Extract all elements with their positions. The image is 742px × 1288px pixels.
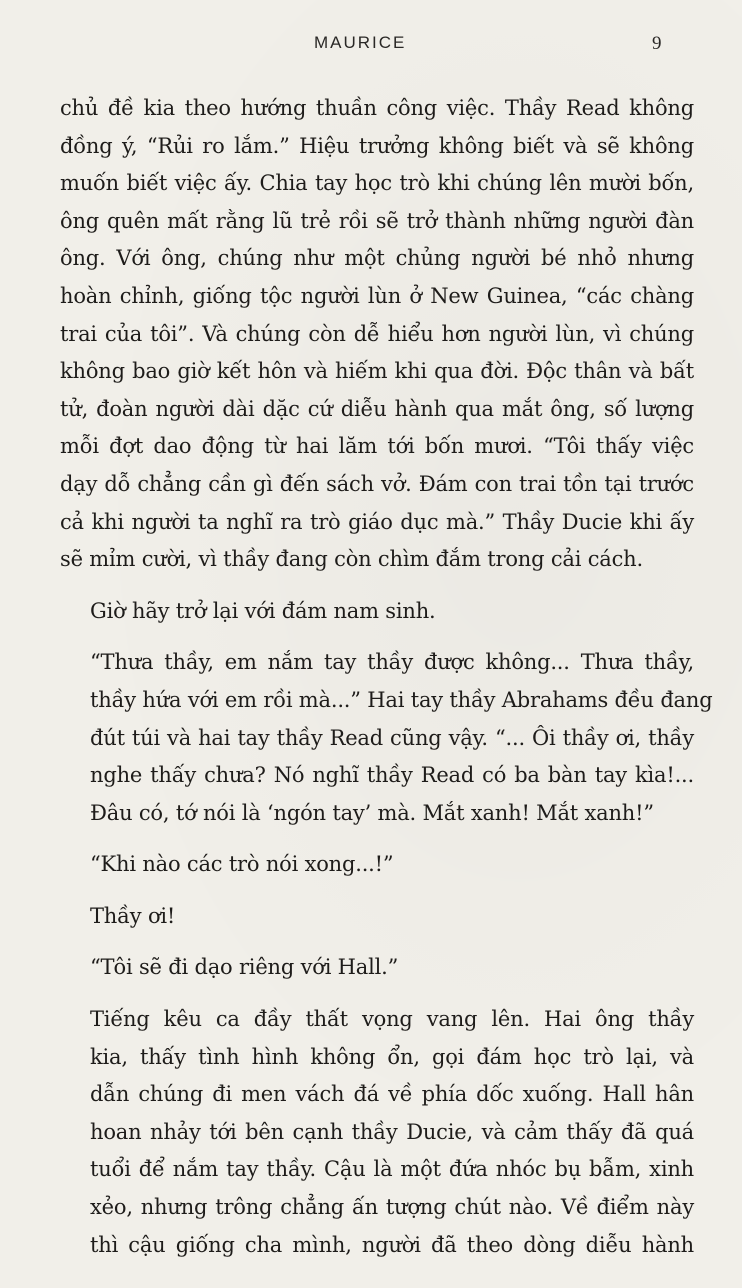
text-line: trai của tôi”. Và chúng còn dễ hiểu hơn người lùn, vì chúng (60, 321, 694, 346)
text-line: kia, thấy tình hình không ổn, gọi đám học trò lại, và (90, 1044, 694, 1069)
text-line: “Khi nào các trò nói xong...!” (90, 852, 394, 877)
text-line: dạy dỗ chẳng cần gì đến sách vở. Đám con trai tồn tại trước (60, 471, 694, 496)
text-line: Đâu có, tớ nói là ‘ngón tay’ mà. Mắt xanh! Mắt xanh!” (90, 800, 654, 825)
text-line: Thầy ơi! (90, 903, 176, 928)
paragraph-4 (60, 846, 694, 884)
text-line: thì cậu giống cha mình, người đã theo dòng diễu hành (90, 1232, 694, 1257)
text-line: cả khi người ta nghĩ ra trò giáo dục mà.” Thầy Ducie khi ấy (60, 509, 694, 534)
text-line: đồng ý, “Rủi ro lắm.” Hiệu trưởng không biết và sẽ không (60, 133, 694, 158)
text-line: mỗi đợt dao động từ hai lăm tới bốn mươi. “Tôi thấy việc (60, 434, 694, 459)
text-line: “Thưa thầy, em nắm tay thầy được không... Thưa thầy, (90, 650, 694, 675)
text-line: không bao giờ kết hôn và hiếm khi qua đời. Độc thân và bất (60, 359, 694, 384)
paragraph-6 (60, 949, 694, 987)
text-line: “Tôi sẽ đi dạo riêng với Hall.” (90, 955, 399, 980)
paragraph-5 (60, 898, 694, 936)
text-line: dẫn chúng đi men vách đá về phía dốc xuống. Hall hân (90, 1082, 694, 1107)
text-line: thầy hứa với em rồi mà...” Hai tay thầy Abrahams đều đang (90, 687, 713, 712)
text-line: hoan nhảy tới bên cạnh thầy Ducie, và cảm thấy đã quá (90, 1119, 694, 1144)
body-text (60, 90, 713, 1278)
text-line: Tiếng kêu ca đầy thất vọng vang lên. Hai ông thầy (90, 1007, 694, 1032)
running-head (0, 33, 742, 63)
text-line: ông. Với ông, chúng như một chủng người bé nhỏ nhưng (60, 246, 694, 271)
paragraph-7 (60, 1001, 694, 1264)
paragraph-1 (60, 90, 694, 579)
text-line: xẻo, nhưng trông chẳng ấn tượng chút nào. Về điểm này (90, 1195, 694, 1220)
text-line: nghe thấy chưa? Nó nghĩ thầy Read có ba bàn tay kìa!... (90, 763, 694, 788)
page-number: 9 (652, 33, 662, 54)
text-line: chủ đề kia theo hướng thuần công việc. Thầy Read không (60, 96, 694, 120)
paragraph-3 (60, 644, 713, 832)
book-title: MAURICE (314, 33, 407, 52)
paragraph-2 (60, 593, 694, 631)
text-line: tuổi để nắm tay thầy. Cậu là một đứa nhóc bụ bẫm, xinh (90, 1157, 694, 1182)
text-line: sẽ mỉm cười, vì thầy đang còn chìm đắm trong cải cách. (60, 547, 643, 572)
text-line: đút túi và hai tay thầy Read cũng vậy. “... Ôi thầy ơi, thầy (90, 725, 694, 750)
text-line: Giờ hãy trở lại với đám nam sinh. (90, 598, 436, 623)
text-line: muốn biết việc ấy. Chia tay học trò khi chúng lên mười bốn, (60, 171, 694, 196)
text-line: hoàn chỉnh, giống tộc người lùn ở New Guinea, “các chàng (60, 283, 694, 308)
text-line: ông quên mất rằng lũ trẻ rồi sẽ trở thành những người đàn (60, 208, 694, 233)
text-line: tử, đoàn người dài dặc cứ diễu hành qua mắt ông, số lượng (60, 396, 694, 421)
